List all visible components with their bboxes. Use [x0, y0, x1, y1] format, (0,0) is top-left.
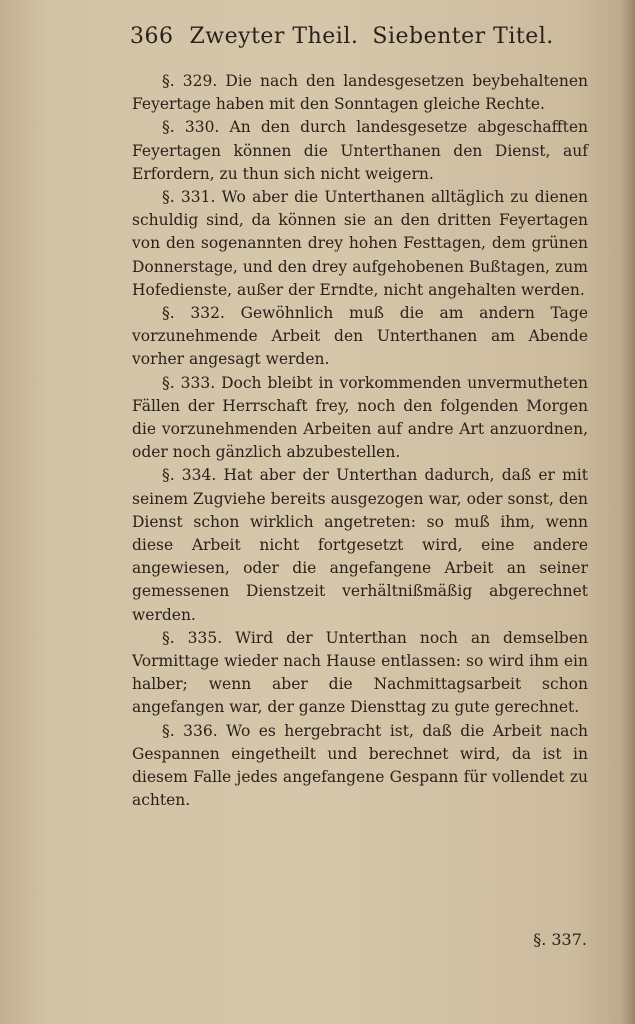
paragraph-333: §. 333. Doch bleibt in vorkommenden unvermutheten Fällen der Herrschaft frey, noch den folgenden Morgen die vorzunehmenden Arbeiten auf andre Art anzuordnen, oder noch gänzlich abzubestellen. — [132, 373, 588, 462]
page-body — [132, 70, 588, 813]
paragraph-331: §. 331. Wo aber die Unterthanen alltäglich zu dienen schuldig sind, da können sie an den dritten Feyertagen von den sogenannten drey hohen Festtagen, dem grünen Donnerstage, und den drey aufgehobenen Bußtagen, zum Hofedienste, außer der Erndte, nicht angehalten werden. — [132, 188, 588, 299]
header-part: Zweyter Theil. — [189, 24, 359, 49]
page-number: 366 — [130, 24, 174, 49]
header-section: Siebenter Titel. — [372, 24, 554, 49]
paragraph-334: §. 334. Hat aber der Unterthan dadurch, daß er mit seinem Zugviehe bereits ausgezogen war, oder sonst, den Dienst schon wirklich angetreten: so muß ihm, wenn diese Arbeit nicht fortgesetzt wird, eine andere angewiesen, oder die angefangene Arbeit an seiner gemessenen Dienstzeit verhältnißmäßig abgerechnet werden. — [132, 466, 588, 624]
running-header — [130, 24, 590, 49]
paragraph-336: §. 336. Wo es hergebracht ist, daß die Arbeit nach Gespannen eingetheilt und berechnet wird, da ist in diesem Falle jedes angefangene Gespann für vollendet zu achten. — [132, 721, 588, 810]
paragraph-335: §. 335. Wird der Unterthan noch an demselben Vormittage wieder nach Hause entlassen: so wird ihm ein halber; wenn aber die Nachmittagsarbeit schon angefangen war, der ganze Diensttag zu gute gerechnet. — [132, 628, 588, 717]
catchword: §. 337. — [533, 930, 587, 949]
paragraph-329: §. 329. Die nach den landesgesetzen beybehaltenen Feyertage haben mit den Sonntagen gleiche Rechte. — [132, 72, 588, 114]
paragraph-330: §. 330. An den durch landesgesetze abgeschafften Feyertagen können die Unterthanen den Dienst, auf Erfordern, zu thun sich nicht weigern. — [132, 118, 588, 183]
paragraph-332: §. 332. Gewöhnlich muß die am andern Tage vorzunehmende Arbeit den Unterthanen am Abende vorher angesagt werden. — [132, 304, 588, 369]
